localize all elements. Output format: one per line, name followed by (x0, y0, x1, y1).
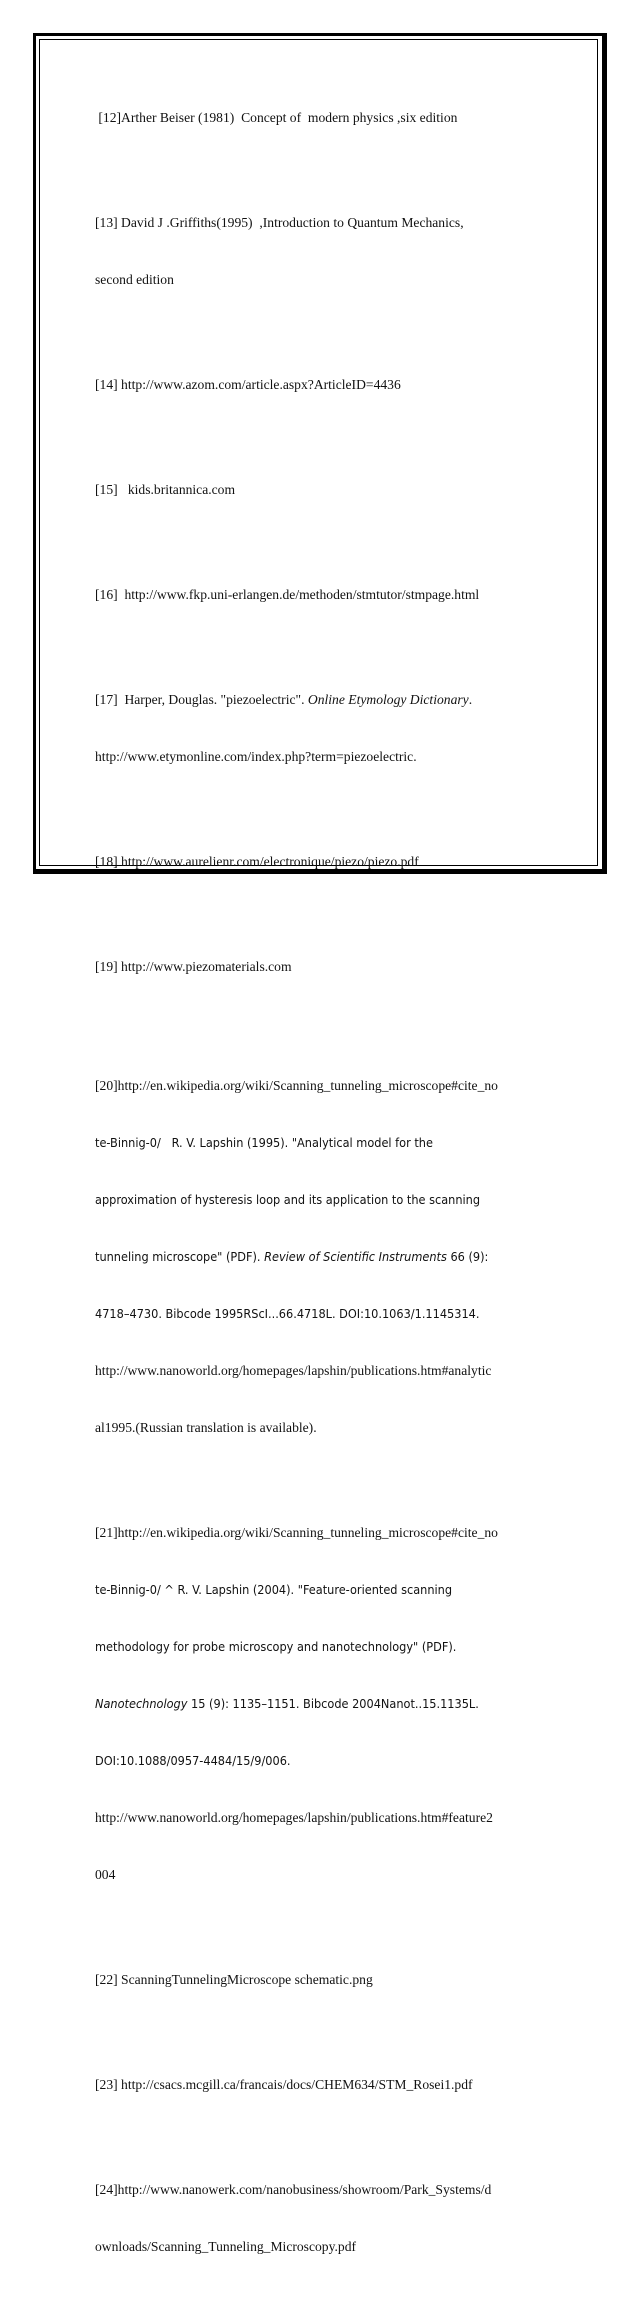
reference-line: al1995.(Russian translation is available). (95, 1420, 317, 1435)
reference-line: te-Binnig-0/ R. V. Lapshin (1995). "Analytical model for the (95, 1135, 433, 1150)
reference-italic-title: Online Etymology Dictionary (307, 692, 469, 707)
reference-line: second edition (95, 272, 174, 287)
reference-line: [19] http://www.piezomaterials.com (95, 959, 292, 974)
reference-line: [15] kids.britannica.com (95, 482, 236, 497)
reference-text: 15 (9): 1135–1151. Bibcode 2004Nanot..15.1135L. (187, 1696, 479, 1711)
reference-14 (95, 337, 555, 432)
reference-italic-title: Nanotechnology (95, 1696, 188, 1711)
reference-line: [18] http://www.aurelienr.com/electronique/piezo/piezo.pdf (95, 854, 419, 869)
reference-21 (95, 1485, 555, 1922)
reference-text: 66 (9): (446, 1249, 489, 1264)
reference-line: [22] ScanningTunnelingMicroscope schematic.png (95, 1972, 373, 1987)
reference-22 (95, 1932, 555, 2027)
reference-line: [21]http://en.wikipedia.org/wiki/Scanning_tunneling_microscope#cite_no (95, 1525, 498, 1540)
reference-15 (95, 442, 555, 537)
reference-line: ownloads/Scanning_Tunneling_Microscopy.pdf (95, 2239, 357, 2254)
reference-line: te-Binnig-0/ ^ R. V. Lapshin (2004). "Feature-oriented scanning (95, 1582, 453, 1597)
reference-line: 004 (95, 1867, 116, 1882)
reference-text: . (468, 692, 473, 707)
reference-23 (95, 2037, 555, 2132)
reference-line (95, 1247, 555, 1266)
reference-text: tunneling microscope" (PDF). (95, 1249, 265, 1264)
reference-line: [24]http://www.nanowerk.com/nanobusiness/showroom/Park_Systems/d (95, 2182, 492, 2197)
reference-line: 4718–4730. Bibcode 1995RScI...66.4718L. DOI:10.1063/1.1145314. (95, 1306, 480, 1321)
reference-italic-title: Review of Scientific Instruments (264, 1249, 447, 1264)
reference-17 (95, 652, 555, 804)
reference-line: [20]http://en.wikipedia.org/wiki/Scanning_tunneling_microscope#cite_no (95, 1078, 498, 1093)
reference-line: http://www.nanoworld.org/homepages/lapshin/publications.htm#analytic (95, 1363, 492, 1378)
reference-line: methodology for probe microscopy and nanotechnology" (PDF). (95, 1639, 457, 1654)
reference-12 (95, 70, 555, 165)
reference-line: http://www.nanoworld.org/homepages/lapshin/publications.htm#feature2 (95, 1810, 493, 1825)
reference-20 (95, 1038, 555, 1475)
reference-list (95, 70, 555, 2304)
reference-line: [16] http://www.fkp.uni-erlangen.de/methoden/stmtutor/stmpage.html (95, 587, 480, 602)
reference-18 (95, 814, 555, 909)
reference-19 (95, 919, 555, 1014)
reference-text: [17] Harper, Douglas. "piezoelectric". (95, 692, 308, 707)
reference-line (95, 690, 555, 709)
reference-line: [23] http://csacs.mcgill.ca/francais/docs/CHEM634/STM_Rosei1.pdf (95, 2077, 473, 2092)
reference-line: DOI:10.1088/0957-4484/15/9/006. (95, 1753, 291, 1768)
reference-line (95, 1694, 555, 1713)
reference-line: approximation of hysteresis loop and its application to the scanning (95, 1192, 481, 1207)
reference-line: [12]Arther Beiser (1981) Concept of modern physics ,six edition (95, 110, 458, 125)
reference-line: [14] http://www.azom.com/article.aspx?ArticleID=4436 (95, 377, 401, 392)
reference-line: http://www.etymonline.com/index.php?term=piezoelectric. (95, 749, 417, 764)
reference-13 (95, 175, 555, 327)
reference-24 (95, 2142, 555, 2294)
reference-line: [13] David J .Griffiths(1995) ,Introduction to Quantum Mechanics, (95, 215, 464, 230)
reference-16 (95, 547, 555, 642)
